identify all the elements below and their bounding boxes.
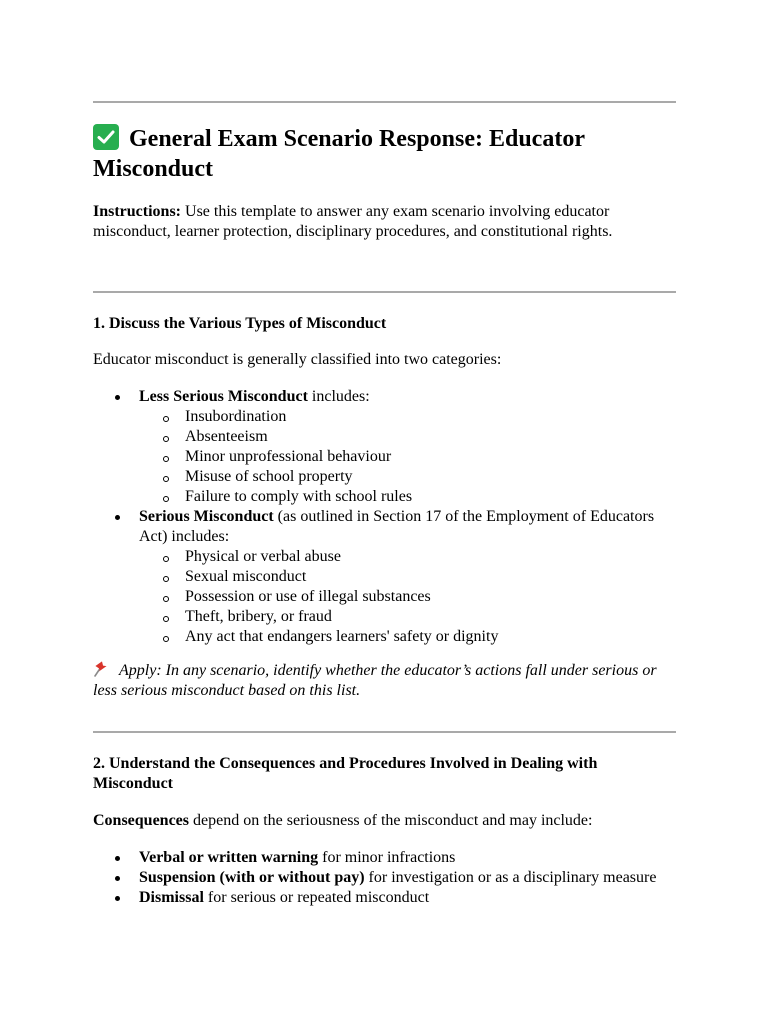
list-item-text: (as outlined in Section 17 of the Employment of Educators Act) includes: <box>139 508 655 545</box>
sub-list-item <box>139 407 676 427</box>
list-item-text: for investigation or as a disciplinary measure <box>364 869 657 886</box>
sub-list-item <box>139 547 676 567</box>
apply-note-text: Apply: In any scenario, identify whether the educator’s actions fall under serious or less serious misconduct based on this list. <box>93 662 657 699</box>
sub-list-item-text: Minor unprofessional behaviour <box>185 448 392 465</box>
bullet-icon <box>115 395 120 400</box>
circle-bullet-icon <box>163 576 169 582</box>
list-item-bold: Dismissal <box>139 889 204 906</box>
list-item-bold: Serious Misconduct <box>139 508 274 525</box>
instructions-paragraph <box>93 202 676 242</box>
circle-bullet-icon <box>163 556 169 562</box>
sub-list-item-text: Insubordination <box>185 408 287 425</box>
circle-bullet-icon <box>163 496 169 502</box>
horizontal-rule-top <box>93 101 676 103</box>
circle-bullet-icon <box>163 636 169 642</box>
list-item-dismissal <box>93 888 676 908</box>
section1-intro: Educator misconduct is generally classified into two categories: <box>93 351 502 368</box>
sub-list-item-text: Possession or use of illegal substances <box>185 588 431 605</box>
sub-list-item-text: Failure to comply with school rules <box>185 488 413 505</box>
sub-list-item-text: Absenteeism <box>185 428 268 445</box>
circle-bullet-icon <box>163 436 169 442</box>
instructions-label: Instructions: <box>93 203 182 220</box>
sub-list-item-text: Physical or verbal abuse <box>185 548 341 565</box>
list-item-less-serious <box>93 387 676 507</box>
sub-list-item <box>139 587 676 607</box>
list-item-text: for serious or repeated misconduct <box>203 889 430 906</box>
sub-list-item <box>139 467 676 487</box>
sub-list-item <box>139 607 676 627</box>
section2-intro <box>93 811 676 831</box>
sub-list-item-text: Theft, bribery, or fraud <box>185 608 332 625</box>
list-item-bold: Suspension (with or without pay) <box>139 869 365 886</box>
sub-list-item <box>139 627 676 647</box>
sub-list-item-text: Any act that endangers learners' safety or dignity <box>185 628 499 645</box>
horizontal-rule-1 <box>93 291 676 293</box>
list-item-text: for minor infractions <box>318 849 456 866</box>
sub-list-item-text: Misuse of school property <box>185 468 353 485</box>
instructions-text: Use this template to answer any exam scenario involving educator misconduct, learner protection, disciplinary procedures, and constitutional rights. <box>93 203 613 240</box>
pushpin-icon <box>93 661 113 677</box>
list-item-warning <box>93 848 676 868</box>
check-box-icon <box>93 124 119 150</box>
section1-heading: 1. Discuss the Various Types of Misconduct <box>93 315 387 332</box>
circle-bullet-icon <box>163 616 169 622</box>
circle-bullet-icon <box>163 596 169 602</box>
list-item-suspension <box>93 868 676 888</box>
circle-bullet-icon <box>163 476 169 482</box>
page-title-text: General Exam Scenario Response: Educator Misconduct <box>93 126 585 182</box>
circle-bullet-icon <box>163 456 169 462</box>
apply-note <box>93 661 676 701</box>
page-title <box>93 124 676 184</box>
bullet-icon <box>115 515 120 520</box>
list-item-serious <box>93 507 676 647</box>
sub-list-item <box>139 427 676 447</box>
section2-intro-bold: Consequences <box>93 812 190 829</box>
horizontal-rule-2 <box>93 731 676 733</box>
sub-list-item <box>139 447 676 467</box>
circle-bullet-icon <box>163 416 169 422</box>
sub-list-item-text: Sexual misconduct <box>185 568 307 585</box>
bullet-icon <box>115 856 120 861</box>
list-item-bold: Less Serious Misconduct <box>139 388 308 405</box>
sub-list-item <box>139 487 676 507</box>
section1-list <box>93 387 676 647</box>
section2-list <box>93 848 676 908</box>
bullet-icon <box>115 896 120 901</box>
section2-heading: 2. Understand the Consequences and Procedures Involved in Dealing with Misconduct <box>93 755 598 792</box>
sub-list-item <box>139 567 676 587</box>
list-item-text: includes: <box>307 388 370 405</box>
list-item-bold: Verbal or written warning <box>139 849 319 866</box>
section2-intro-text: depend on the seriousness of the misconduct and may include: <box>189 812 593 829</box>
bullet-icon <box>115 876 120 881</box>
